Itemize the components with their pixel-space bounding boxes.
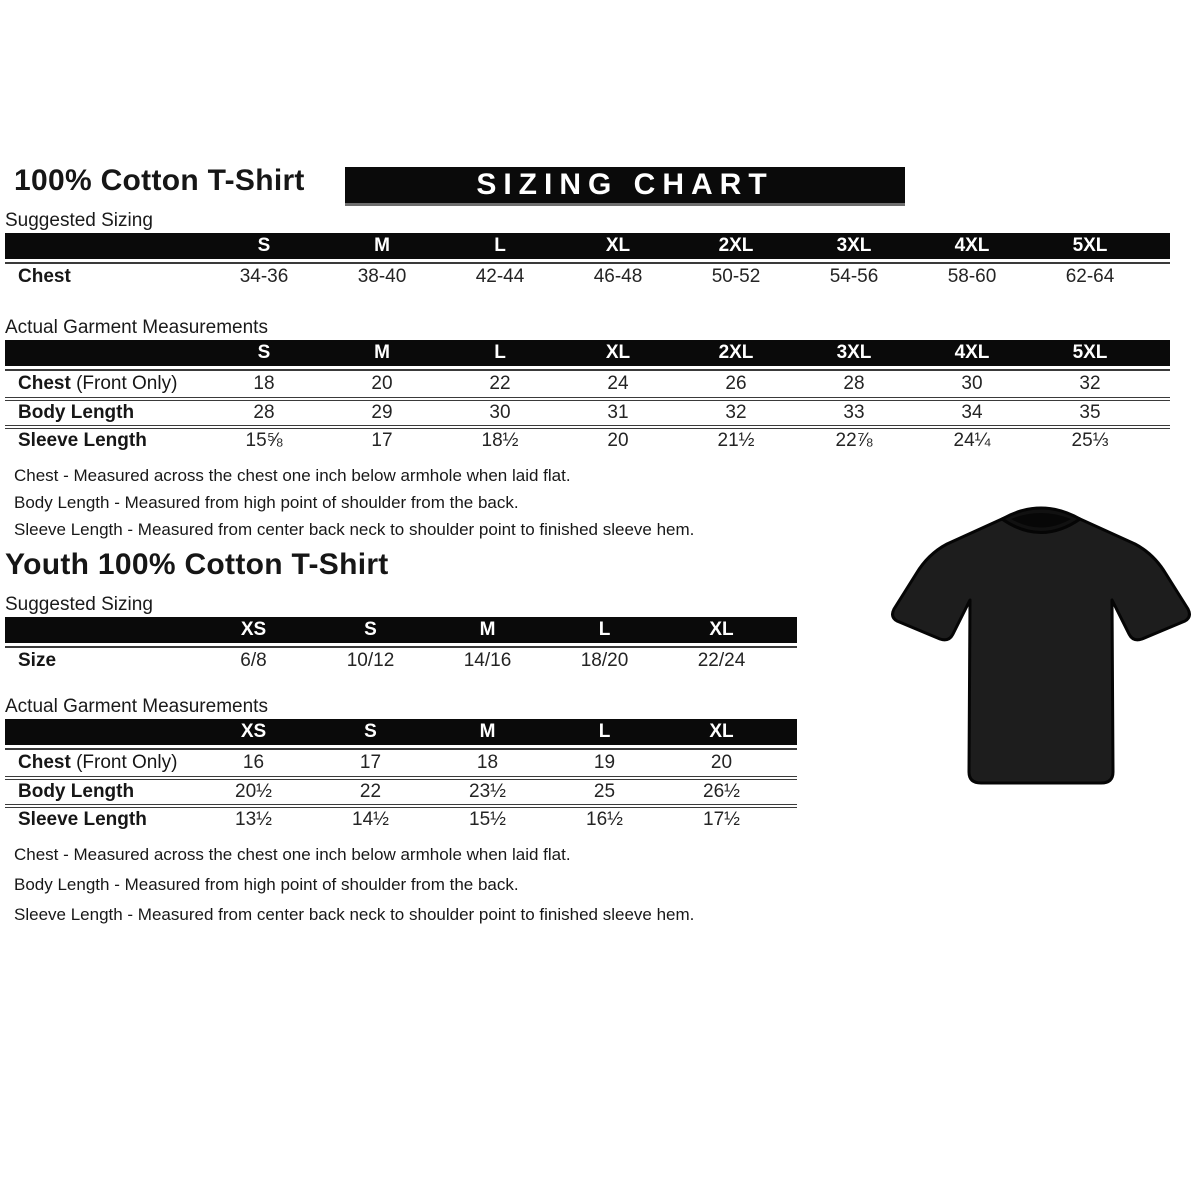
- column-header: 3XL: [836, 342, 872, 363]
- row-label: Size: [18, 650, 57, 671]
- column-header: 4XL: [954, 342, 990, 363]
- column-header: XL: [709, 619, 734, 640]
- column-header: XL: [709, 721, 734, 742]
- adult-measurements-table: [5, 340, 1170, 453]
- section-label-adult-actual-measurements: Actual Garment Measurements: [5, 317, 268, 338]
- black-tshirt-photo: [891, 483, 1191, 815]
- column-header: M: [374, 235, 390, 256]
- column-header: 5XL: [1072, 235, 1108, 256]
- section-label-youth-suggested-sizing: Suggested Sizing: [5, 594, 153, 615]
- column-header: S: [364, 619, 377, 640]
- table-cell: 20: [607, 430, 629, 451]
- row-label: Chest (Front Only): [18, 752, 178, 773]
- table-cell: 28: [253, 402, 275, 423]
- table-cell: 15½: [469, 809, 506, 830]
- adult-suggested-sizing-table: [5, 233, 1170, 290]
- table-cell: 20: [371, 373, 393, 394]
- table-header-row: [5, 617, 797, 643]
- note-line: Chest - Measured across the chest one inch below armhole when laid flat.: [14, 466, 571, 485]
- column-header: L: [598, 619, 611, 640]
- table-cell: 42-44: [475, 266, 525, 287]
- table-row: [5, 262, 1170, 290]
- column-header: S: [257, 235, 271, 256]
- table-cell: 38-40: [357, 266, 407, 287]
- table-row: [5, 748, 797, 776]
- column-header: L: [494, 342, 506, 363]
- table-cell: 30: [961, 373, 983, 394]
- table-cell: 54-56: [829, 266, 879, 287]
- table-cell: 17: [359, 752, 382, 773]
- column-header: XL: [605, 342, 631, 363]
- adult-measurement-notes: [14, 466, 694, 547]
- table-cell: 16: [242, 752, 265, 773]
- table-cell: 24: [607, 373, 629, 394]
- table-cell: 13½: [235, 809, 272, 830]
- table-cell: 23½: [469, 781, 506, 802]
- table-cell: 21½: [717, 430, 755, 451]
- row-label: Body Length: [18, 781, 135, 802]
- table-cell: 46-48: [593, 266, 643, 287]
- table-row: [5, 804, 797, 832]
- row-label: Chest (Front Only): [18, 373, 178, 394]
- table-cell: 22/24: [697, 650, 746, 671]
- table-cell: 22: [489, 373, 511, 394]
- table-cell: 34-36: [239, 266, 289, 287]
- table-cell: 33: [843, 402, 865, 423]
- table-cell: 14/16: [463, 650, 512, 671]
- youth-measurements-table: [5, 719, 797, 832]
- column-header: 2XL: [718, 342, 754, 363]
- note-line: Sleeve Length - Measured from center back neck to shoulder point to finished sleeve hem.: [14, 520, 695, 539]
- table-row: [5, 646, 797, 674]
- table-cell: 18: [253, 373, 275, 394]
- table-header-row: [5, 340, 1170, 366]
- table-cell: 17½: [703, 809, 740, 830]
- table-cell: 32: [725, 402, 747, 423]
- table-cell: 19: [593, 752, 616, 773]
- column-header: 3XL: [836, 235, 872, 256]
- table-cell: 22⅞: [835, 430, 873, 451]
- column-header: L: [598, 721, 611, 742]
- page-title: 100% Cotton T-Shirt: [14, 164, 305, 197]
- table-row: [5, 369, 1170, 397]
- table-cell: 25: [593, 781, 616, 802]
- column-header: M: [479, 721, 496, 742]
- table-cell: 14½: [352, 809, 389, 830]
- table-cell: 62-64: [1065, 266, 1115, 287]
- table-cell: 50-52: [711, 266, 761, 287]
- table-cell: 25⅓: [1071, 430, 1109, 451]
- table-row: [5, 776, 797, 804]
- table-cell: 20: [710, 752, 733, 773]
- table-cell: 24¼: [953, 430, 991, 451]
- table-cell: 35: [1079, 402, 1101, 423]
- table-cell: 17: [371, 430, 393, 451]
- column-header: M: [479, 619, 496, 640]
- sizing-chart-banner: SIZING CHART: [345, 167, 905, 206]
- note-line: Body Length - Measured from high point of shoulder from the back.: [14, 493, 519, 512]
- section-label-adult-suggested-sizing: Suggested Sizing: [5, 210, 157, 236]
- row-label: Sleeve Length: [18, 430, 147, 451]
- table-header-row: [5, 233, 1170, 259]
- table-cell: 15⅝: [245, 430, 283, 451]
- note-line: Sleeve Length - Measured from center back neck to shoulder point to finished sleeve hem.: [14, 905, 695, 924]
- table-cell: 34: [961, 402, 983, 423]
- table-header-row: [5, 719, 797, 745]
- table-cell: 30: [489, 402, 511, 423]
- table-cell: 20½: [235, 781, 272, 802]
- row-label: Sleeve Length: [18, 809, 147, 830]
- table-cell: 32: [1079, 373, 1101, 394]
- column-header: XL: [605, 235, 631, 256]
- table-cell: 31: [607, 402, 629, 423]
- table-cell: 29: [371, 402, 393, 423]
- youth-section-title: Youth 100% Cotton T-Shirt: [5, 548, 389, 581]
- table-cell: 18/20: [580, 650, 629, 671]
- column-header: L: [494, 235, 506, 256]
- column-header: 2XL: [718, 235, 754, 256]
- column-header: M: [374, 342, 390, 363]
- table-cell: 18½: [481, 430, 519, 451]
- column-header: 5XL: [1072, 342, 1108, 363]
- note-line: Chest - Measured across the chest one inch below armhole when laid flat.: [14, 845, 571, 864]
- table-cell: 18: [476, 752, 499, 773]
- table-cell: 10/12: [346, 650, 395, 671]
- row-label: Body Length: [18, 402, 135, 423]
- table-cell: 26: [725, 373, 747, 394]
- tshirt-body-shape: [893, 511, 1190, 784]
- youth-suggested-sizing-table: [5, 617, 797, 674]
- column-header: XS: [240, 721, 267, 742]
- note-line: Body Length - Measured from high point of shoulder from the back.: [14, 875, 519, 894]
- table-cell: 6/8: [240, 650, 267, 671]
- table-row: [5, 397, 1170, 425]
- table-cell: 16½: [586, 809, 623, 830]
- table-cell: 58-60: [947, 266, 997, 287]
- table-cell: 22: [359, 781, 382, 802]
- column-header: S: [257, 342, 271, 363]
- youth-measurement-notes: [14, 845, 694, 935]
- table-cell: 26½: [703, 781, 740, 802]
- column-header: XS: [240, 619, 267, 640]
- table-cell: 28: [843, 373, 865, 394]
- table-row: [5, 425, 1170, 453]
- section-label-youth-actual-measurements: Actual Garment Measurements: [5, 696, 268, 717]
- column-header: 4XL: [954, 235, 990, 256]
- row-label: Chest: [18, 266, 71, 287]
- column-header: S: [364, 721, 377, 742]
